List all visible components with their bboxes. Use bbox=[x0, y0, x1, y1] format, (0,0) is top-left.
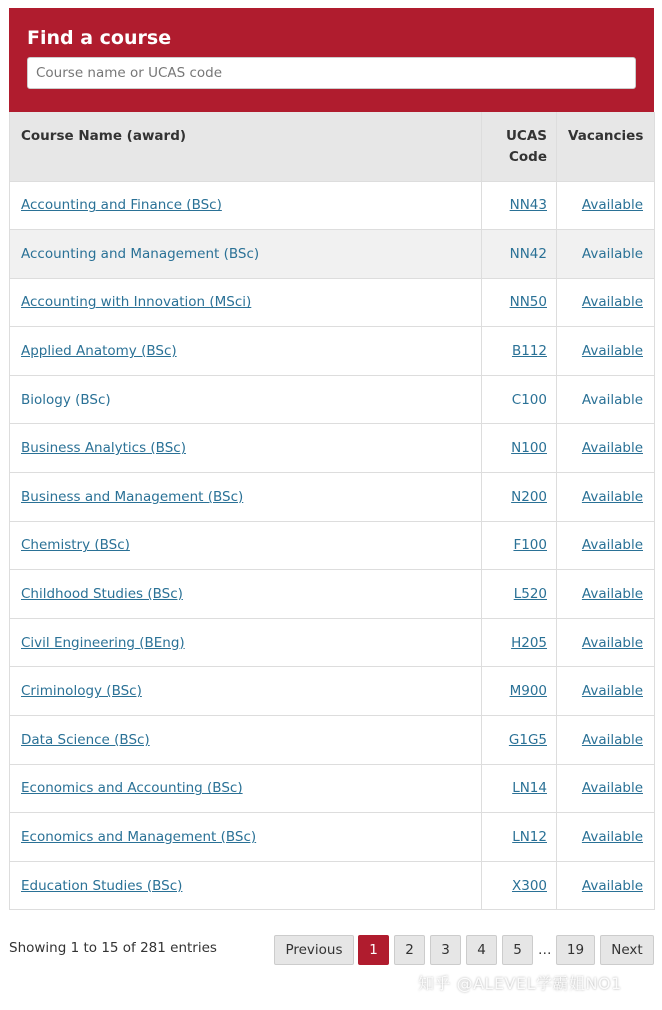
pagination-page-1-button[interactable]: 1 bbox=[358, 935, 389, 965]
ucas-code-link[interactable]: LN12 bbox=[512, 829, 547, 846]
table-cell-code bbox=[482, 230, 557, 279]
table-cell-vacancies bbox=[557, 570, 655, 619]
table-row bbox=[10, 230, 655, 279]
course-name-link[interactable]: Education Studies (BSc) bbox=[21, 877, 183, 894]
table-cell-vacancies bbox=[557, 230, 655, 279]
table-cell-vacancies bbox=[557, 813, 655, 862]
course-name-link[interactable]: Data Science (BSc) bbox=[21, 731, 150, 748]
course-name-link[interactable]: Applied Anatomy (BSc) bbox=[21, 343, 177, 360]
table-cell-name bbox=[10, 813, 482, 862]
course-name-link[interactable]: Chemistry (BSc) bbox=[21, 537, 130, 554]
vacancy-status-link[interactable]: Available bbox=[581, 537, 643, 554]
ucas-code-link[interactable]: NN42 bbox=[509, 245, 547, 262]
table-cell-code bbox=[482, 716, 557, 765]
table-cell-vacancies bbox=[557, 716, 655, 765]
vacancy-status-link[interactable]: Available bbox=[581, 343, 643, 360]
pagination-next-button[interactable]: Next bbox=[600, 935, 654, 965]
table-row bbox=[10, 764, 655, 813]
pagination-previous-button[interactable]: Previous bbox=[274, 935, 354, 965]
ucas-code-link[interactable]: X300 bbox=[511, 877, 547, 894]
table-cell-name bbox=[10, 375, 482, 424]
table-cell-code bbox=[482, 813, 557, 862]
table-cell-vacancies bbox=[557, 327, 655, 376]
column-header-vacancies-label: Vacancies bbox=[568, 128, 644, 144]
column-header-course-name[interactable] bbox=[10, 112, 482, 181]
table-row bbox=[10, 424, 655, 473]
table-cell-name bbox=[10, 618, 482, 667]
table-cell-vacancies bbox=[557, 375, 655, 424]
table-cell-code bbox=[482, 473, 557, 522]
pagination-page-3-button[interactable]: 3 bbox=[430, 935, 461, 965]
vacancy-status-link[interactable]: Available bbox=[581, 440, 643, 457]
courses-table-container bbox=[9, 112, 654, 910]
courses-table bbox=[9, 112, 655, 910]
table-cell-code bbox=[482, 521, 557, 570]
ucas-code-link[interactable]: N200 bbox=[511, 488, 547, 505]
ucas-code-link[interactable]: N100 bbox=[511, 440, 547, 457]
vacancy-status-link[interactable]: Available bbox=[581, 780, 643, 797]
table-row bbox=[10, 618, 655, 667]
vacancy-status-link[interactable]: Available bbox=[581, 829, 643, 846]
vacancy-status-link[interactable]: Available bbox=[581, 683, 643, 700]
table-cell-vacancies bbox=[557, 861, 655, 910]
course-name-link[interactable]: Economics and Accounting (BSc) bbox=[21, 780, 243, 797]
table-cell-code bbox=[482, 278, 557, 327]
ucas-code-link[interactable]: B112 bbox=[511, 343, 547, 360]
table-cell-name bbox=[10, 667, 482, 716]
search-title: Find a course bbox=[27, 27, 172, 49]
table-cell-code bbox=[482, 327, 557, 376]
pagination-page-4-button[interactable]: 4 bbox=[466, 935, 497, 965]
table-cell-code bbox=[482, 181, 557, 230]
vacancy-status-link[interactable]: Available bbox=[581, 294, 643, 311]
course-name-link[interactable]: Biology (BSc) bbox=[21, 391, 111, 408]
course-name-link[interactable]: Economics and Management (BSc) bbox=[21, 829, 257, 846]
table-cell-name bbox=[10, 764, 482, 813]
table-row bbox=[10, 473, 655, 522]
course-name-link[interactable]: Business and Management (BSc) bbox=[21, 488, 244, 505]
courses-table-body bbox=[10, 181, 655, 910]
table-row bbox=[10, 570, 655, 619]
column-header-ucas-code[interactable] bbox=[482, 112, 557, 181]
ucas-code-link[interactable]: NN43 bbox=[509, 197, 547, 214]
table-row bbox=[10, 521, 655, 570]
table-row bbox=[10, 716, 655, 765]
table-row bbox=[10, 861, 655, 910]
watermark-text: 知乎 @ALEVEL学霸姐NO1 bbox=[418, 974, 622, 993]
table-cell-name bbox=[10, 278, 482, 327]
course-name-link[interactable]: Childhood Studies (BSc) bbox=[21, 586, 183, 603]
course-search-panel bbox=[9, 8, 654, 112]
table-cell-vacancies bbox=[557, 521, 655, 570]
pagination-page-2-button[interactable]: 2 bbox=[394, 935, 425, 965]
table-cell-vacancies bbox=[557, 278, 655, 327]
ucas-code-link[interactable]: LN14 bbox=[512, 780, 547, 797]
course-name-link[interactable]: Criminology (BSc) bbox=[21, 683, 142, 700]
vacancy-status-link[interactable]: Available bbox=[581, 586, 643, 603]
table-cell-name bbox=[10, 230, 482, 279]
table-row bbox=[10, 375, 655, 424]
course-name-link[interactable]: Civil Engineering (BEng) bbox=[21, 634, 185, 651]
pagination-page-5-button[interactable]: 5 bbox=[502, 935, 533, 965]
column-header-ucas-label-line2: Code bbox=[508, 149, 547, 165]
vacancy-status-link[interactable]: Available bbox=[581, 245, 643, 262]
table-cell-vacancies bbox=[557, 181, 655, 230]
table-cell-vacancies bbox=[557, 618, 655, 667]
ucas-code-link[interactable]: G1G5 bbox=[508, 731, 547, 748]
table-cell-vacancies bbox=[557, 764, 655, 813]
vacancy-status-link[interactable]: Available bbox=[581, 391, 643, 408]
table-cell-name bbox=[10, 424, 482, 473]
table-cell-name bbox=[10, 181, 482, 230]
course-name-link[interactable]: Accounting with Innovation (MSci) bbox=[21, 294, 252, 311]
course-name-link[interactable]: Business Analytics (BSc) bbox=[21, 440, 186, 457]
pagination bbox=[274, 935, 654, 965]
vacancy-status-link[interactable]: Available bbox=[581, 197, 643, 214]
table-row bbox=[10, 327, 655, 376]
column-header-vacancies[interactable] bbox=[557, 112, 655, 181]
table-row bbox=[10, 667, 655, 716]
table-cell-code bbox=[482, 424, 557, 473]
course-name-link[interactable]: Accounting and Finance (BSc) bbox=[21, 197, 222, 214]
table-cell-name bbox=[10, 473, 482, 522]
ucas-code-link[interactable]: L520 bbox=[513, 586, 547, 603]
pagination-last-page-button[interactable]: 19 bbox=[556, 935, 595, 965]
table-info-text: Showing 1 to 15 of 281 entries bbox=[9, 940, 217, 956]
table-cell-code bbox=[482, 570, 557, 619]
column-header-ucas-label-line1: UCAS bbox=[505, 128, 547, 144]
vacancy-status-link[interactable]: Available bbox=[581, 877, 643, 894]
table-cell-name bbox=[10, 570, 482, 619]
table-cell-name bbox=[10, 716, 482, 765]
ucas-code-link[interactable]: H205 bbox=[511, 634, 547, 651]
table-row bbox=[10, 813, 655, 862]
table-cell-vacancies bbox=[557, 667, 655, 716]
table-cell-code bbox=[482, 375, 557, 424]
course-name-link[interactable]: Accounting and Management (BSc) bbox=[21, 245, 260, 262]
table-row bbox=[10, 181, 655, 230]
table-cell-name bbox=[10, 521, 482, 570]
table-cell-code bbox=[482, 861, 557, 910]
ucas-code-link[interactable]: NN50 bbox=[509, 294, 547, 311]
table-cell-name bbox=[10, 861, 482, 910]
course-search-input[interactable] bbox=[27, 57, 636, 89]
pagination-ellipsis: … bbox=[538, 942, 552, 958]
table-cell-code bbox=[482, 667, 557, 716]
table-header-row bbox=[10, 112, 655, 181]
table-cell-code bbox=[482, 618, 557, 667]
column-header-course-name-label: Course Name (award) bbox=[21, 128, 187, 144]
table-row bbox=[10, 278, 655, 327]
table-cell-code bbox=[482, 764, 557, 813]
ucas-code-link[interactable]: M900 bbox=[509, 683, 547, 700]
ucas-code-link[interactable]: C100 bbox=[511, 391, 547, 408]
vacancy-status-link[interactable]: Available bbox=[581, 731, 643, 748]
table-cell-vacancies bbox=[557, 424, 655, 473]
table-cell-name bbox=[10, 327, 482, 376]
vacancy-status-link[interactable]: Available bbox=[581, 634, 643, 651]
table-cell-vacancies bbox=[557, 473, 655, 522]
vacancy-status-link[interactable]: Available bbox=[581, 488, 643, 505]
ucas-code-link[interactable]: F100 bbox=[513, 537, 547, 554]
